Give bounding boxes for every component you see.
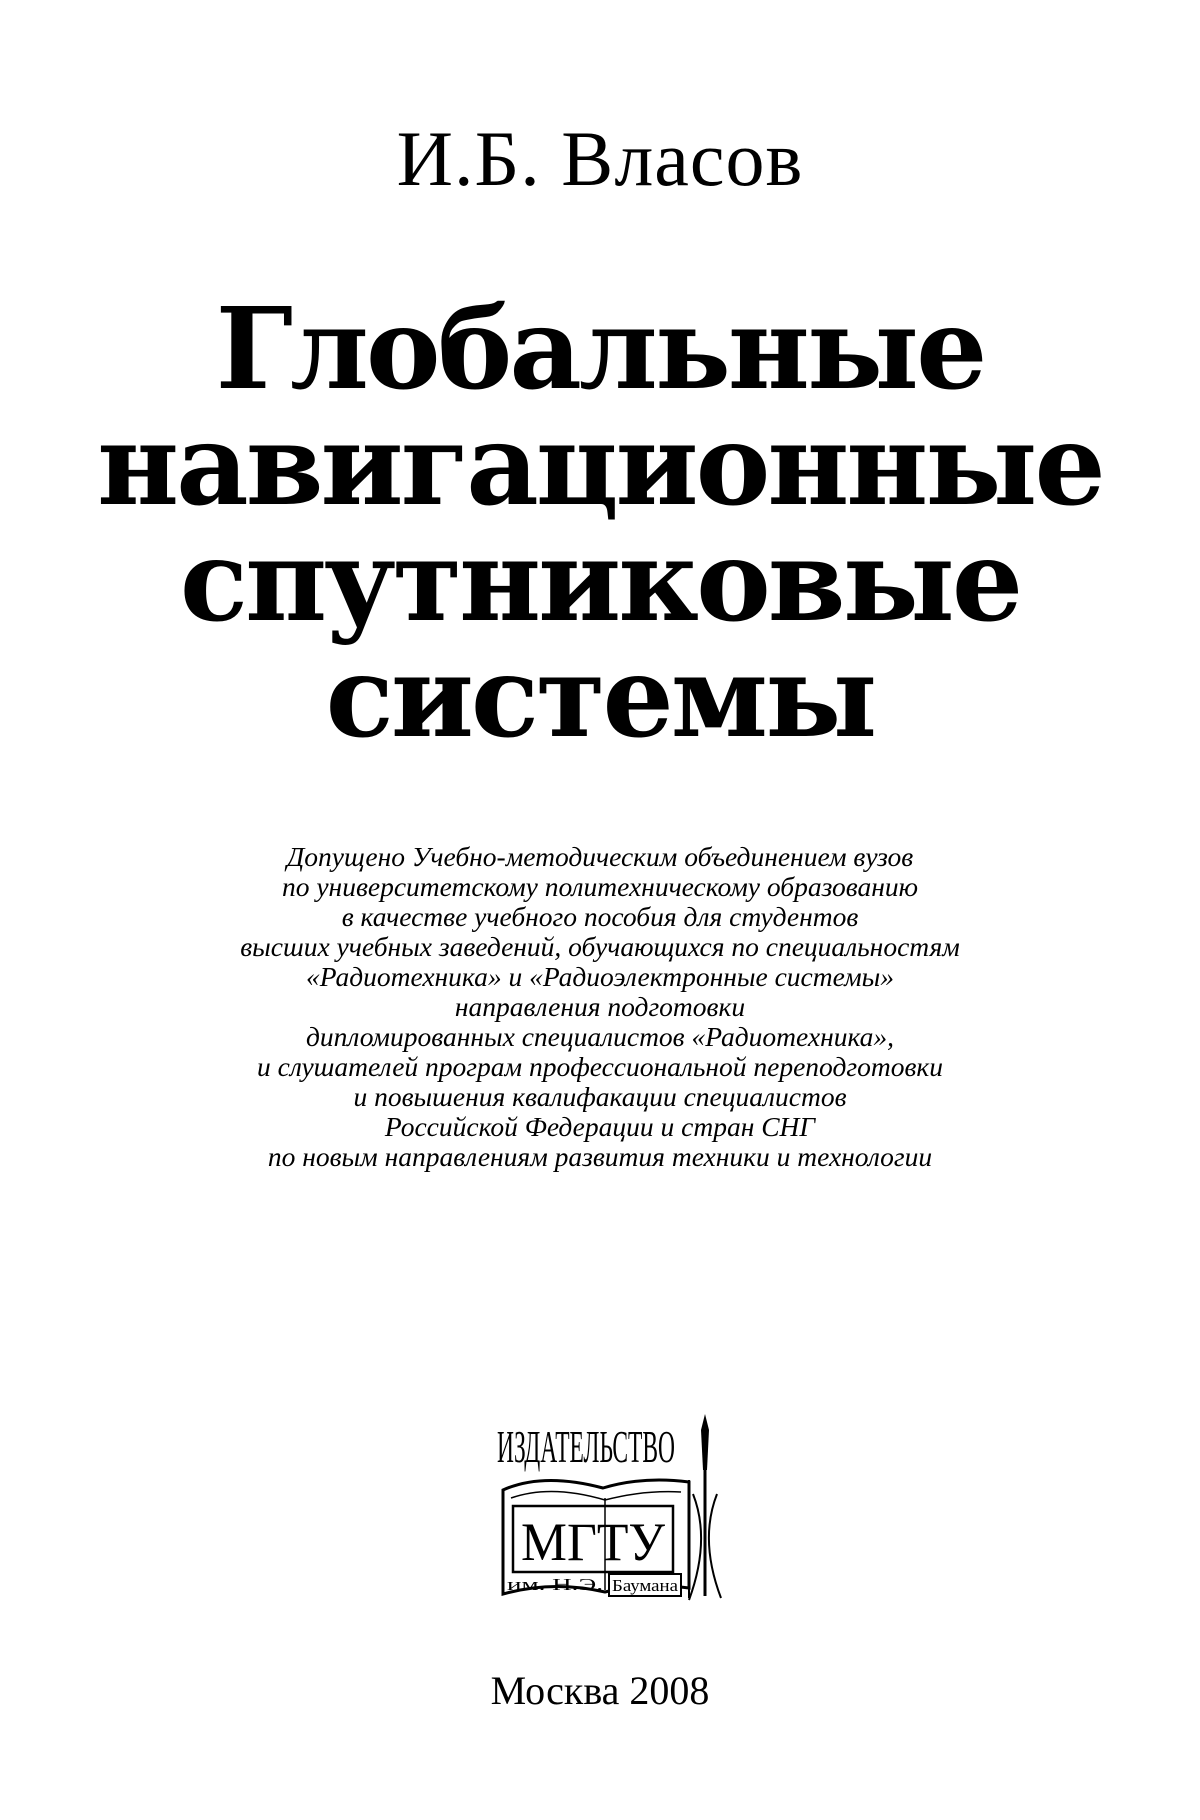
approval-statement: [0, 842, 1200, 1172]
approval-line: Российской Федерации и стран СНГ: [384, 1111, 816, 1142]
approval-line: и слушателей програм профессиональной переподготовки: [256, 1051, 943, 1082]
author-name: И.Б. Власов: [396, 115, 804, 202]
book-title: [0, 284, 1200, 763]
approval-line: в качестве учебного пособия для студентов: [341, 901, 859, 932]
svg-text:МГТУ: МГТУ: [521, 1512, 666, 1572]
book-title-line: системы: [325, 632, 875, 763]
approval-line: «Радиотехника» и «Радиоэлектронные системы»: [305, 961, 895, 992]
svg-text:ИЗДАТЕЛЬСТВО: ИЗДАТЕЛЬСТВО: [497, 1421, 675, 1472]
approval-line: направления подготовки: [454, 991, 746, 1022]
book-title-line: спутниковые: [179, 516, 1021, 647]
approval-line: дипломированных специалистов «Радиотехника»,: [305, 1021, 895, 1052]
publisher-logo: [493, 1410, 723, 1620]
approval-line: и повышения квалифакации специалистов: [353, 1081, 847, 1112]
approval-line: по новым направлениям развития техники и технологии: [267, 1141, 933, 1172]
svg-text:Баумана: Баумана: [612, 1576, 679, 1595]
book-title-line: навигационные: [97, 400, 1103, 531]
approval-line: Допущено Учебно-методическим объединением вузов: [286, 841, 914, 872]
approval-line: высших учебных заведений, обучающихся по специальностям: [240, 931, 960, 962]
book-title-line: Глобальные: [215, 284, 985, 415]
publication-place-year: Москва 2008: [490, 1668, 710, 1713]
svg-text:им. Н.Э.: им. Н.Э.: [507, 1575, 603, 1594]
publisher-logo-graphic: [493, 1410, 723, 1620]
approval-line: по университетскому политехническому образованию: [281, 871, 919, 902]
